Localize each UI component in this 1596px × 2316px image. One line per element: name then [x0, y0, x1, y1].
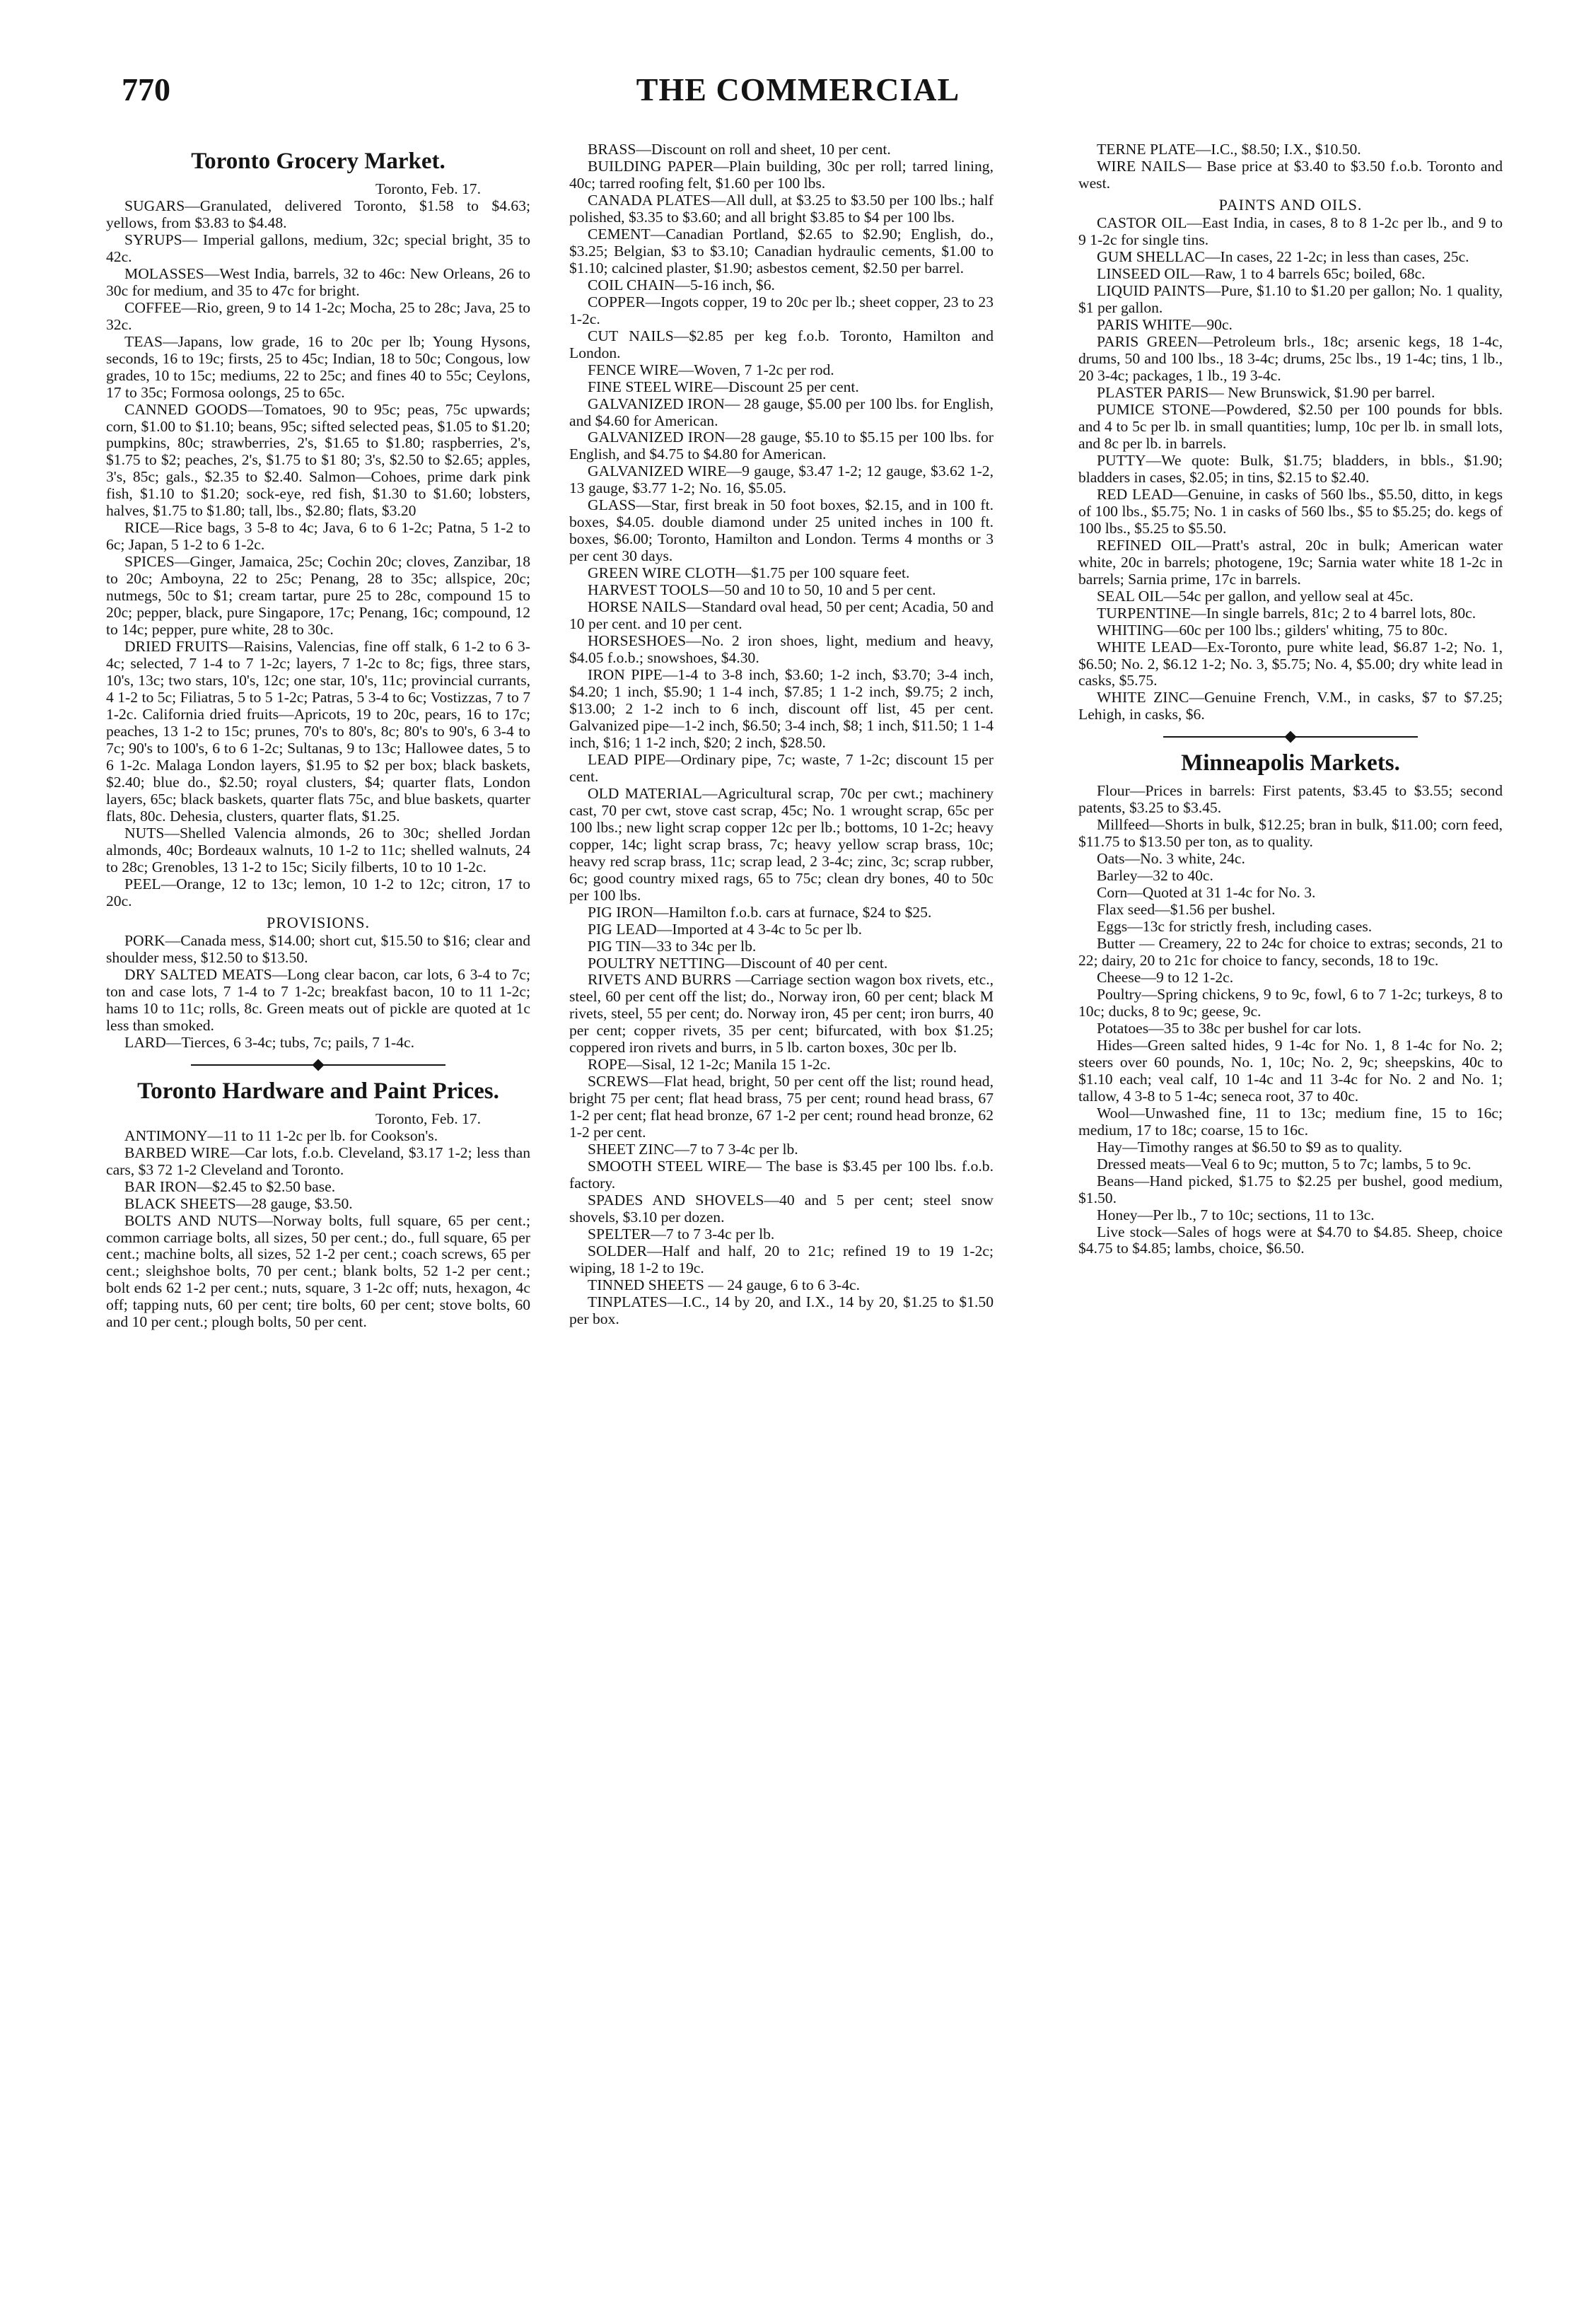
market-entry: TEAS—Japans, low grade, 16 to 20c per lb; Young Hysons, seconds, 16 to 19c; firsts, 25 to 45c; Indian, 18 to 50c; Congous, low grades, 10 to 15c; mediums, 22 to 25c; and fines 40 to 55c; Ceylons, 17 to 35c; Formosa oolongs, 25 to 65c.: [106, 332, 530, 401]
market-entry: Butter — Creamery, 22 to 24c for choice to extras; seconds, 21 to 22; dairy, 20 to 21c for choice to fancy, seconds, 18 to 19c.: [1078, 935, 1503, 969]
section-divider: [191, 1059, 445, 1071]
divider-ornament: [1285, 731, 1297, 743]
market-entry: WIRE NAILS— Base price at $3.40 to $3.50 f.o.b. Toronto and west.: [1078, 157, 1503, 192]
market-entry: TINNED SHEETS — 24 gauge, 6 to 6 3-4c.: [588, 1276, 861, 1293]
market-entry: FENCE WIRE—Woven, 7 1-2c per rod.: [588, 361, 834, 378]
market-entry: SYRUPS— Imperial gallons, medium, 32c; special bright, 35 to 42c.: [106, 231, 530, 265]
market-entry: Hay—Timothy ranges at $6.50 to $9 as to quality.: [1097, 1138, 1403, 1156]
market-entry: MOLASSES—West India, barrels, 32 to 46c: New Orleans, 26 to 30c for medium, and 35 to 47c for bright.: [106, 264, 530, 299]
market-entry: SCREWS—Flat head, bright, 50 per cent off the list; round head, bright 75 per cent; flat head brass, 75 per cent; round head brass, 67 1-2 per cent; flat head bronze, 67 1-2 per cent; round head bronze, 62 1-2 per cent.: [569, 1073, 994, 1141]
market-entry: GUM SHELLAC—In cases, 22 1-2c; in less than cases, 25c.: [1097, 248, 1469, 266]
market-entry: COFFEE—Rio, green, 9 to 14 1-2c; Mocha, 25 to 28c; Java, 25 to 32c.: [106, 298, 530, 333]
market-entry: PARIS GREEN—Petroleum brls., 18c; arsenic kegs, 18 1-4c, drums, 50 and 100 lbs., 18 3-4c; drums, 25c lbs., 19 1-4c; tins, 1 lb., 20 3-4c; packages, 1 lb., 19 3-4c.: [1078, 333, 1503, 385]
divider-ornament: [313, 1059, 325, 1071]
market-entry: DRIED FRUITS—Raisins, Valencias, fine off stalk, 6 1-2 to 6 3-4c; selected, 7 1-4 to 7 1-2c; layers, 7 1-2c to 8c; figs, three stars, 10's, 13c; two stars, 10's, 12c; one star, 10's, 11c; provincial currants, 4 1-2 to 5c; Filiatras, 5 to 5 1-2c; Patras, 5 3-4 to 6c; Vostizzas, 7 to 7 1-2c. California dried fruits—Apricots, 19 to 20c, pears, 16 to 17c; peaches, 13 1-2 to 15c; prunes, 70's to 80's, 8c; 80's to 90's, 6 3-4 to 7c; 90's to 100's, 6 to 6 1-2c; Sultanas, 9 to 13c; Hallowee dates, 5 to 6 1-2c. Malaga London layers, $1.95 to $2 per box; black baskets, $2.40; blue do., $2.50; royal clusters, $4; quarter flats, London layers, 65c; black baskets, quarter flats 75c, and blue baskets, quarter flats, 80c. Dehesia, clusters, quarter flats, $1.25.: [106, 638, 530, 825]
market-entry: REFINED OIL—Pratt's astral, 20c in bulk; American water white, 20c in barrels; photogene, 19c; Sarnia water white 18 1-2c in barrels; Sarnia prime, 17c in barrels.: [1078, 536, 1503, 588]
market-entry: SPADES AND SHOVELS—40 and 5 per cent; steel snow shovels, $3.10 per dozen.: [569, 1192, 994, 1226]
market-entry: PEEL—Orange, 12 to 13c; lemon, 10 1-2 to 12c; citron, 17 to 20c.: [106, 875, 530, 909]
column-middle: [569, 141, 994, 2263]
dateline: Toronto, Feb. 17.: [375, 180, 481, 197]
market-entry: Honey—Per lb., 7 to 10c; sections, 11 to 13c.: [1097, 1206, 1375, 1223]
market-entry: PUTTY—We quote: Bulk, $1.75; bladders, in bbls., $1.90; bladders in cases, $2.05; in tins, $2.15 to $2.40.: [1078, 451, 1503, 486]
market-entry: SOLDER—Half and half, 20 to 21c; refined 19 to 19 1-2c; wiping, 18 1-2 to 19c.: [569, 1242, 994, 1276]
section-heading: Toronto Hardware and Paint Prices.: [137, 1078, 499, 1104]
market-entry: COPPER—Ingots copper, 19 to 20c per lb.; sheet copper, 23 to 23 1-2c.: [569, 293, 994, 327]
market-entry: TINPLATES—I.C., 14 by 20, and I.X., 14 by 20, $1.25 to $1.50 per box.: [569, 1293, 994, 1327]
subsection-heading: PROVISIONS.: [266, 913, 371, 931]
market-entry: WHITE LEAD—Ex-Toronto, pure white lead, $6.87 1-2; No. 1, $6.50; No. 2, $6.12 1-2; No. 3, $5.75; No. 4, $5.00; dry white lead in casks, $5.75.: [1078, 638, 1503, 689]
market-entry: PORK—Canada mess, $14.00; short cut, $15.50 to $16; clear and shoulder mess, $12.50 to $13.50.: [106, 932, 530, 966]
journal-title: THE COMMERCIAL: [636, 71, 960, 107]
market-entry: SMOOTH STEEL WIRE— The base is $3.45 per 100 lbs. f.o.b. factory.: [569, 1158, 994, 1192]
market-entry: SEAL OIL—54c per gallon, and yellow seal at 45c.: [1097, 587, 1414, 605]
market-entry: Oats—No. 3 white, 24c.: [1097, 850, 1245, 868]
market-entry: HORSE NAILS—Standard oval head, 50 per cent; Acadia, 50 and 10 per cent. and 10 per cent.: [569, 598, 994, 633]
market-entry: BOLTS AND NUTS—Norway bolts, full square, 65 per cent.; common carriage bolts, all sizes, 50 per cent.; do., full square, 65 per cent.; machine bolts, all sizes, 52 1-2 per cent.; coach screws, 65 per cent.; sleighshoe bolts, 70 per cent.; blank bolts, 52 1-2 per cent.; bolt ends 62 1-2 per cent.; nuts, square, 3 1-2c off; nuts, hexagon, 4c off; tapping nuts, 60 per cent; tire bolts, 60 per cent; stove bolts, 60 and 10 per cent.; plough bolts, 50 per cent.: [106, 1211, 530, 1331]
subsection-heading: PAINTS AND OILS.: [1218, 195, 1363, 214]
section-heading: Minneapolis Markets.: [1181, 750, 1400, 776]
market-entry: GALVANIZED IRON— 28 gauge, $5.00 per 100 lbs. for English, and $4.60 for American.: [569, 395, 994, 429]
market-entry: GALVANIZED WIRE—9 gauge, $3.47 1-2; 12 gauge, $3.62 1-2, 13 gauge, $3.77 1-2; No. 16, $5.05.: [569, 462, 994, 497]
column-right: [1078, 141, 1503, 2263]
market-entry: SHEET ZINC—7 to 7 3-4c per lb.: [588, 1141, 798, 1158]
market-entry: GLASS—Star, first break in 50 foot boxes, $2.15, and in 100 ft. boxes, $4.05. double diamond under 25 united inches in 100 ft. boxes, $6.00; Toronto, Hamilton and London. Terms 4 months or 3 per cent 30 days.: [569, 496, 994, 565]
market-entry: BRASS—Discount on roll and sheet, 10 per cent.: [588, 141, 891, 158]
market-entry: PUMICE STONE—Powdered, $2.50 per 100 pounds for bbls. and 4 to 5c per lb. in small quantities; lump, 10c per lb. in small lots, and 8c per lb. in barrels.: [1078, 400, 1503, 452]
market-entry: PARIS WHITE—90c.: [1097, 316, 1233, 334]
market-entry: HARVEST TOOLS—50 and 10 to 50, 10 and 5 per cent.: [588, 581, 936, 599]
page-number: 770: [122, 71, 170, 107]
market-entry: BUILDING PAPER—Plain building, 30c per roll; tarred lining, 40c; tarred roofing felt, $1.60 per 100 lbs.: [569, 157, 994, 192]
market-entry: Flax seed—$1.56 per bushel.: [1097, 901, 1276, 919]
market-entry: SUGARS—Granulated, delivered Toronto, $1.58 to $4.63; yellows, from $3.83 to $4.48.: [106, 197, 530, 231]
market-entry: PIG IRON—Hamilton f.o.b. cars at furnace, $24 to $25.: [588, 903, 932, 921]
market-entry: Wool—Unwashed fine, 11 to 13c; medium fine, 15 to 16c; medium, 17 to 18c; coarse, 15 to 16c.: [1078, 1104, 1503, 1139]
market-entry: POULTRY NETTING—Discount of 40 per cent.: [588, 954, 888, 972]
market-entry: PLASTER PARIS— New Brunswick, $1.90 per barrel.: [1097, 384, 1435, 401]
market-entry: ANTIMONY—11 to 11 1-2c per lb. for Cookson's.: [124, 1127, 438, 1144]
market-entry: CASTOR OIL—East India, in cases, 8 to 8 1-2c per lb., and 9 to 9 1-2c for single tins.: [1078, 214, 1503, 249]
market-entry: RICE—Rice bags, 3 5-8 to 4c; Java, 6 to 6 1-2c; Patna, 5 1-2 to 6c; Japan, 5 1-2 to 6 1-2c.: [106, 519, 530, 554]
market-entry: CANNED GOODS—Tomatoes, 90 to 95c; peas, 75c upwards; corn, $1.00 to $1.10; beans, 95c; sifted selected peas, $1.05 to $1.20; pumpkins, 80c; strawberries, 2's, $1.65 to $1.80; raspberries, 2's, $1.75 to $2; peaches, 2's, $1.75 to $1 80; 3's, $2.50 to $2.65; apples, 3's, 85c; gals., $2.35 to $2.40. Salmon—Cohoes, prime dark pink fish, $1.10 to $1.20; sock-eye, red fish, $1.30 to $1.60; lobsters, halves, $1.75 to $1.80; tall, lbs., $2.80; flats, $3.20: [106, 400, 530, 520]
market-entry: COIL CHAIN—5-16 inch, $6.: [588, 276, 775, 293]
market-entry: DRY SALTED MEATS—Long clear bacon, car lots, 6 3-4 to 7c; ton and case lots, 7 1-4 to 7 1-2c; breakfast bacon, 10 to 11 1-2c; hams 10 to 11c; rolls, 8c. Green meats out of pickle are quoted at 1c less than smoked.: [106, 965, 530, 1034]
market-entry: Flour—Prices in barrels: First patents, $3.45 to $3.55; second patents, $3.25 to $3.45.: [1078, 782, 1503, 817]
market-entry: Millfeed—Shorts in bulk, $12.25; bran in bulk, $11.00; corn feed, $11.75 to $13.50 per ton, as to quality.: [1078, 816, 1503, 851]
market-entry: Dressed meats—Veal 6 to 9c; mutton, 5 to 7c; lambs, 5 to 9c.: [1097, 1155, 1472, 1172]
market-entry: CEMENT—Canadian Portland, $2.65 to $2.90; English, do., $3.25; Belgian, $3 to $3.10; Canadian hydraulic cements, $1.00 to $1.10; calcined plaster, $1.90; asbestos cement, $2.50 per barrel.: [569, 225, 994, 277]
market-entry: SPELTER—7 to 7 3-4c per lb.: [588, 1226, 775, 1243]
market-entry: LARD—Tierces, 6 3-4c; tubs, 7c; pails, 7 1-4c.: [124, 1033, 415, 1051]
market-entry: Beans—Hand picked, $1.75 to $2.25 per bushel, good medium, $1.50.: [1078, 1172, 1503, 1206]
market-entry: BAR IRON—$2.45 to $2.50 base.: [124, 1177, 336, 1195]
market-entry: Live stock—Sales of hogs were at $4.70 to $4.85. Sheep, choice $4.75 to $4.85; lambs, choice, $6.50.: [1078, 1223, 1503, 1257]
market-entry: CANADA PLATES—All dull, at $3.25 to $3.50 per 100 lbs.; half polished, $3.35 to $3.60; and all bright $3.85 to $4 per 100 lbs.: [569, 191, 994, 226]
market-entry: NUTS—Shelled Valencia almonds, 26 to 30c; shelled Jordan almonds, 40c; Bordeaux walnuts, 10 1-2 to 11c; shelled walnuts, 24 to 28c; Grenobles, 13 1-2 to 15c; Sicily filberts, 10 to 10 1-2c.: [106, 824, 530, 875]
market-entry: IRON PIPE—1-4 to 3-8 inch, $3.60; 1-2 inch, $3.70; 3-4 inch, $4.20; 1 inch, $5.90; 1 1-4 inch, $7.85; 1 1-2 inch, $9.75; 2 inch, $13.00; 2 1-2 inch to 6 inch, discount off list, 45 per cent. Galvanized pipe—1-2 inch, $6.50; 3-4 inch, $8; 1 inch, $11.50; 1 1-4 inch, $16; 1 1-2 inch, $20; 2 inch, $28.50.: [569, 666, 994, 751]
market-entry: GREEN WIRE CLOTH—$1.75 per 100 square feet.: [588, 564, 910, 582]
market-entry: RED LEAD—Genuine, in casks of 560 lbs., $5.50, ditto, in kegs of 100 lbs., $5.75; No. 1 in casks of 560 lbs., $5 to $5.25; do. kegs of 100 lbs., $5.25 to $5.50.: [1078, 485, 1503, 537]
market-entry: Barley—32 to 40c.: [1097, 867, 1213, 885]
market-entry: SPICES—Ginger, Jamaica, 25c; Cochin 20c; cloves, Zanzibar, 18 to 20c; Amboyna, 22 to 25c; Penang, 28 to 35c; allspice, 20c; nutmegs, 50c to $1; cream tartar, pure 25 to 28c, compound 15 to 20c; pepper, black, pure Singapore, 17c; Penang, 16c; compound, 12 to 14c; pepper, pure white, 28 to 30c.: [106, 553, 530, 639]
section-heading: Toronto Grocery Market.: [191, 149, 445, 174]
page-header: [122, 71, 1474, 120]
market-entry: OLD MATERIAL—Agricultural scrap, 70c per cwt.; machinery cast, 70 per cwt, stove cast scrap, 45c; No. 1 wrought scrap, 65c per 100 lbs.; new light scrap copper 12c per lb.; bottoms, 10 1-2c; heavy copper, 14c; light scrap brass, 7c; heavy yellow scrap brass, 10c; heavy red scrap brass, 11c; scrap lead, 2 3-4c; zinc, 3c; scrap rubber, 6c; good country mixed rags, 65 to 75c; clean dry bones, 40 to 50c per 100 lbs.: [569, 784, 994, 904]
market-entry: WHITE ZINC—Genuine French, V.M., in casks, $7 to $7.25; Lehigh, in casks, $6.: [1078, 689, 1503, 723]
market-entry: Potatoes—35 to 38c per bushel for car lots.: [1097, 1019, 1362, 1037]
market-entry: Corn—Quoted at 31 1-4c for No. 3.: [1097, 884, 1316, 902]
market-entry: Cheese—9 to 12 1-2c.: [1097, 968, 1234, 986]
section-divider: [1163, 731, 1418, 743]
market-entry: BLACK SHEETS—28 gauge, $3.50.: [124, 1194, 353, 1212]
market-entry: Hides—Green salted hides, 9 1-4c for No. 1, 8 1-4c for No. 2; steers over 60 pounds, No. 1, 10c; No. 2, 9c; sheepskins, 40c to $1.10 each; veal calf, 10 1-4c and 11 3-4c for No. 2 and No. 1; tallow, 4 3-8 to 5 1-4c; seneca root, 37 to 40c.: [1078, 1036, 1503, 1105]
market-entry: TURPENTINE—In single barrels, 81c; 2 to 4 barrel lots, 80c.: [1097, 604, 1476, 622]
market-entry: LEAD PIPE—Ordinary pipe, 7c; waste, 7 1-2c; discount 15 per cent.: [569, 750, 994, 785]
market-entry: RIVETS AND BURRS —Carriage section wagon box rivets, etc., steel, 60 per cent off the list; do., Norway iron, 60 per cent; black M rivets, steel, 55 per cent; do. Norway iron, 45 per cent; iron burrs, 40 per cent; copper rivets, 35 per cent; bifurcated, with box $1.25; coppered iron rivets and burrs, in 5 lb. carton boxes, 30c per lb.: [569, 971, 994, 1057]
market-entry: TERNE PLATE—I.C., $8.50; I.X., $10.50.: [1097, 141, 1361, 158]
market-entry: Poultry—Spring chickens, 9 to 9c, fowl, 6 to 7 1-2c; turkeys, 8 to 10c; ducks, 8 to 9c; geese, 9c.: [1078, 985, 1503, 1020]
market-entry: PIG LEAD—Imported at 4 3-4c to 5c per lb.: [588, 920, 862, 938]
dateline: Toronto, Feb. 17.: [375, 1110, 481, 1127]
market-entry: LINSEED OIL—Raw, 1 to 4 barrels 65c; boiled, 68c.: [1097, 265, 1426, 283]
market-entry: Eggs—13c for strictly fresh, including cases.: [1097, 918, 1373, 936]
market-entry: GALVANIZED IRON—28 gauge, $5.10 to $5.15 per 100 lbs. for English, and $4.75 to $4.80 for American.: [569, 429, 994, 463]
market-entry: PIG TIN—33 to 34c per lb.: [588, 937, 757, 955]
market-entry: LIQUID PAINTS—Pure, $1.10 to $1.20 per gallon; No. 1 quality, $1 per gallon.: [1078, 282, 1503, 317]
market-entry: CUT NAILS—$2.85 per keg f.o.b. Toronto, Hamilton and London.: [569, 327, 994, 361]
column-left: [106, 141, 530, 2263]
market-entry: HORSESHOES—No. 2 iron shoes, light, medium and heavy, $4.05 f.o.b.; snowshoes, $4.30.: [569, 632, 994, 667]
market-entry: ROPE—Sisal, 12 1-2c; Manila 15 1-2c.: [588, 1056, 831, 1073]
market-entry: FINE STEEL WIRE—Discount 25 per cent.: [588, 378, 859, 395]
market-entry: BARBED WIRE—Car lots, f.o.b. Cleveland, $3.17 1-2; less than cars, $3 72 1-2 Cleveland and Toronto.: [106, 1144, 530, 1178]
market-entry: WHITING—60c per 100 lbs.; gilders' whiting, 75 to 80c.: [1097, 621, 1448, 639]
